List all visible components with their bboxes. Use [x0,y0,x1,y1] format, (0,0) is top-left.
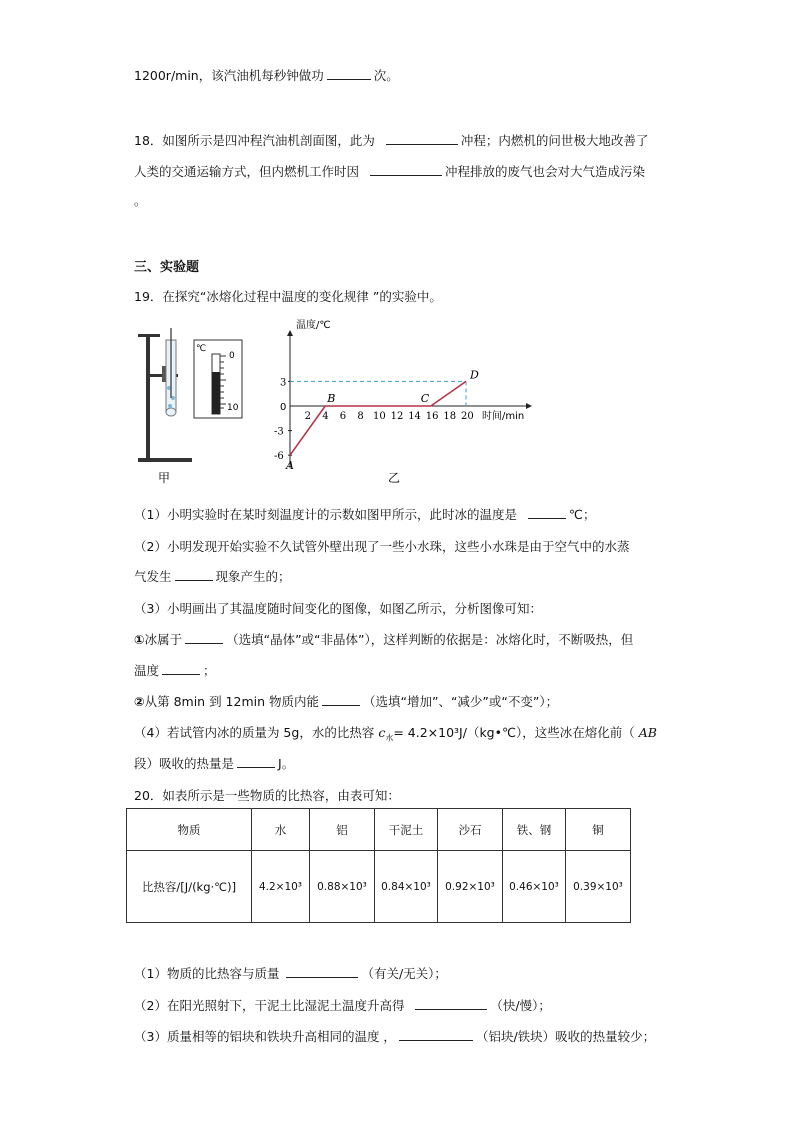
q19-intro: 19．在探究“冰熔化过程中温度的变化规律 ”的实验中。 [134,289,442,304]
q19-p2-text: 气发生 [134,569,172,584]
answer-blank[interactable] [286,965,358,978]
table-cell: 0.84×10³ [375,851,438,923]
q19-part3-2 [134,692,558,710]
answer-blank[interactable] [175,568,213,581]
q20-part2 [134,996,551,1014]
table-row [127,851,631,923]
q19-p3a-text: （选填“晶体”或“非晶体”），这样判断的依据是：冰熔化时，不断吸热，但 [226,632,634,647]
q19-part3-1 [134,630,633,648]
q20-p3-text: （3）质量相等的铝块和铁块升高相同的温度 ， [134,1029,396,1044]
specific-heat-table [126,808,631,923]
q19-part3-1-cont [134,661,216,679]
q19-part4-line1 [134,723,657,744]
q20-part1 [134,964,447,982]
answer-blank[interactable] [370,163,442,176]
y-tick-label: -6 [274,451,284,463]
table-cell: 0.92×10³ [438,851,503,923]
circled-2: ② [134,694,145,709]
q18-text: 冲程；内燃机的问世极大地改善了 [460,133,649,148]
jia-unit: ℃ [196,344,207,354]
q19-p4-text: = 4.2×10³J/（kg•℃），这些冰在熔化前（ [393,725,635,740]
answer-blank[interactable] [237,755,275,768]
x-tick-label: 16 [425,411,439,422]
answer-blank[interactable] [399,1028,473,1041]
answer-blank[interactable] [327,67,371,80]
q19-p4-text: 段）吸收的热量是 [134,756,235,771]
point-label-c: C [420,392,430,405]
q20-part3 [134,1027,655,1045]
q18-text: 18．如图所示是四冲程汽油机剖面图，此为 [134,133,375,148]
q18-line3: 。 [134,193,147,208]
answer-blank[interactable] [185,631,223,644]
y-axis-label: 温度/℃ [296,320,331,331]
table-header-cell: 铁、钢 [503,809,566,851]
origin-label: 0 [280,402,287,413]
table-header-row [127,809,631,851]
x-axis-arrow [526,403,532,409]
jia-mark-top: 0 [229,351,235,361]
answer-blank[interactable] [386,132,458,145]
q19-part3: （3）小明画出了其温度随时间变化的图像，如图乙所示，分析图像可知： [134,601,542,616]
answer-blank[interactable] [415,997,487,1010]
y-tick-label: -3 [274,426,284,438]
answer-blank[interactable] [528,506,566,519]
fig-jia-apparatus [138,328,242,462]
table-cell: 4.2×10³ [252,851,310,923]
segment-ab: AB [638,725,657,740]
x-tick-label: 10 [373,411,386,422]
q19-p4-text: J。 [278,756,295,771]
x-tick-label: 8 [357,411,364,422]
q19-part2-line1: （2）小明发现开始实验不久试管外壁出现了一些小水珠，这些小水珠是由于空气中的水蒸 [134,539,630,554]
point-label-d: D [470,368,479,382]
q18-line1 [134,131,648,149]
x-tick-label: 2 [304,411,311,422]
jia-mark-bottom: 10 [227,403,239,413]
table-header-cell: 沙石 [438,809,503,851]
q20-p2-text: （快/慢）； [490,998,551,1013]
answer-blank[interactable] [322,693,360,706]
q19-p4-text: （4）若试管内冰的质量为 5g，水的比热容 [134,725,375,740]
q19-part1 [134,505,595,523]
table-cell: 0.39×10³ [566,851,631,923]
x-tick-label: 12 [390,411,404,422]
q19-p3b-text: （选填“增加”、“减少”或“不变”）； [363,694,559,709]
table-row-label: 比热容/[J/(kg·℃)] [127,851,252,923]
table-header-cell: 水 [252,809,310,851]
table-cell: 0.88×10³ [310,851,375,923]
point-label-b: B [327,392,336,405]
subscript-water: 水 [385,733,394,743]
q19-p3a-text: 冰属于 [144,632,183,647]
q20-p3-text: （铝块/铁块）吸收的热量较少； [475,1029,656,1044]
table-header-cell: 铜 [566,809,631,851]
symbol-c: c [378,725,386,740]
fig-yi-graph [274,318,532,472]
x-tick-label: 18 [443,411,457,422]
answer-blank[interactable] [162,662,200,675]
section-heading: 三、实验题 [134,260,200,275]
fig-jia-caption: 甲 [158,471,171,485]
point-label-a: A [286,459,294,473]
q19-p3b-text: 从第 8min 到 12min 物质内能 [144,694,319,709]
y-axis-arrow [287,330,293,336]
x-tick-label: 6 [339,411,347,422]
q18-text: 冲程排放的废气也会对大气造成污染 [444,164,645,179]
q19-p1-unit: ℃； [568,507,596,522]
x-axis-label: 时间/min [482,411,525,422]
table-cell: 0.46×10³ [503,851,566,923]
table-header-cell: 干泥土 [375,809,438,851]
q17-tail [134,66,399,84]
fig-yi-caption: 乙 [388,471,401,485]
q19-p2-text: 现象产生的； [215,569,291,584]
q20-intro: 20．如表所示是一些物质的比热容，由表可知： [134,788,400,803]
q17-text-end: 次。 [373,68,399,83]
q19-figures [126,318,546,488]
y-tick-label: 3 [280,377,287,389]
table-header-cell: 物质 [127,809,252,851]
q17-text: 1200r/min，该汽油机每秒钟做功 [134,68,324,83]
q18-line2 [134,162,645,180]
q18-text: 人类的交通运输方式，但内燃机工作时因 [134,164,360,179]
x-tick-label: 20 [461,411,474,422]
circled-1: ① [134,632,145,647]
table-header-cell: 铝 [310,809,375,851]
q19-part2-line2 [134,567,291,585]
q20-p2-text: （2）在阳光照射下，干泥土比湿泥土温度升高得 [134,998,405,1013]
x-tick-label: 4 [322,411,329,422]
q20-p1-text: （1）物质的比热容与质量 [134,966,280,981]
x-tick-label: 14 [408,411,421,422]
q19-p1-text: （1）小明实验时在某时刻温度计的示数如图甲所示，此时冰的温度是 [134,507,517,522]
q19-part4-line2 [134,754,294,772]
q19-p3a-text: ； [203,663,216,678]
q20-p1-text: （有关/无关）； [361,966,447,981]
q19-p3a-text: 温度 [134,663,160,678]
